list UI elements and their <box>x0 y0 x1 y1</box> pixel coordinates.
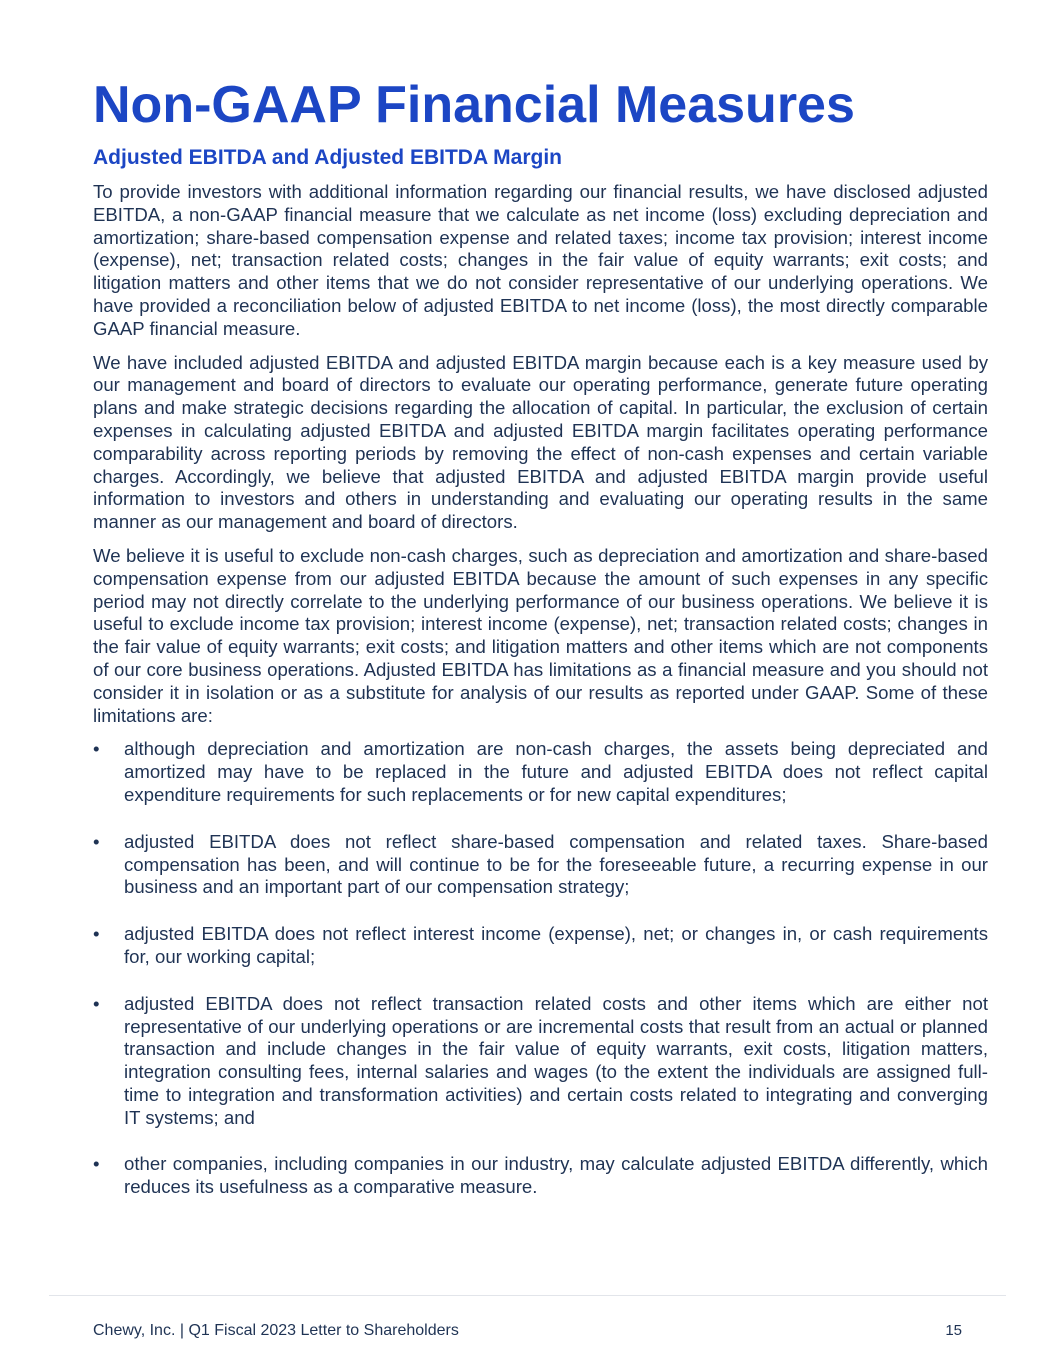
list-item-text: other companies, including companies in our industry, may calculate adjusted EBITDA differently, which reduces its usefulness as a comparative measure. <box>124 1153 988 1198</box>
limitations-list <box>93 738 988 1199</box>
list-item <box>93 738 988 806</box>
list-item-text: although depreciation and amortization are non-cash charges, the assets being depreciated and amortized may have to be replaced in the future and adjusted EBITDA does not reflect capital expenditure requirements for such replacements or for new capital expenditures; <box>124 738 988 805</box>
list-item <box>93 1153 988 1199</box>
paragraph-2: We have included adjusted EBITDA and adjusted EBITDA margin because each is a key measure used by our management and board of directors to evaluate our operating performance, generate future operating plans and make strategic decisions regarding the allocation of capital. In particular, the exclusion of certain expenses in calculating adjusted EBITDA and adjusted EBITDA margin facilitates operating performance comparability across reporting periods by removing the effect of non-cash expenses and certain variable charges. Accordingly, we believe that adjusted EBITDA and adjusted EBITDA margin provide useful information to investors and others in understanding and evaluating our operating results in the same manner as our management and board of directors. <box>93 351 988 533</box>
list-item-text: adjusted EBITDA does not reflect interest income (expense), net; or changes in, or cash requirements for, our working capital; <box>124 923 988 967</box>
list-item <box>93 831 988 899</box>
footer-divider <box>49 1295 1006 1296</box>
bullet-icon: • <box>93 1153 100 1175</box>
bullet-icon: • <box>93 992 100 1014</box>
paragraph-3: We believe it is useful to exclude non-cash charges, such as depreciation and amortization and share-based compensation expense from our adjusted EBITDA because the amount of such expenses in any specific period may not directly correlate to the underlying performance of our business operations. We believe it is useful to exclude income tax provision; interest income (expense), net; transaction related costs; changes in the fair value of equity warrants; exit costs; and litigation matters and other items which are not components of our core business operations. Adjusted EBITDA has limitations as a financial measure and you should not consider it in isolation or as a substitute for analysis of our results as reported under GAAP. Some of these limitations are: <box>93 544 988 726</box>
list-item-text: adjusted EBITDA does not reflect transaction related costs and other items which are either not representative of our underlying operations or are incremental costs that result from an actual or planned transaction and include changes in the fair value of equity warrants, exit costs, litigation matters, integration consulting fees, internal salaries and wages (to the extent the individuals are assigned full-time to integration and transformation activities) and certain costs related to integrating and converging IT systems; and <box>124 992 988 1128</box>
body-content <box>93 181 988 1223</box>
footer-document-title: Chewy, Inc. | Q1 Fiscal 2023 Letter to Shareholders <box>93 1322 459 1339</box>
paragraph-1: To provide investors with additional information regarding our financial results, we have disclosed adjusted EBITDA, a non-GAAP financial measure that we calculate as net income (loss) excluding depreciation and amortization; share-based compensation expense and related taxes; income tax provision; interest income (expense), net; transaction related costs; changes in the fair value of equity warrants; exit costs; and litigation matters and other items that we do not consider representative of our underlying operations. We have provided a reconciliation below of adjusted EBITDA to net income (loss), the most directly comparable GAAP financial measure. <box>93 181 988 339</box>
page-title: Non-GAAP Financial Measures <box>93 76 855 134</box>
bullet-icon: • <box>93 830 100 852</box>
list-item-text: adjusted EBITDA does not reflect share-based compensation and related taxes. Share-based compensation has been, and will continue to be for the foreseeable future, a recurring expense in our business and an important part of our compensation strategy; <box>124 830 988 898</box>
bullet-icon: • <box>93 923 100 945</box>
list-item <box>93 923 988 969</box>
page-number: 15 <box>945 1322 962 1339</box>
bullet-icon: • <box>93 738 100 760</box>
section-subtitle: Adjusted EBITDA and Adjusted EBITDA Margin <box>93 146 563 169</box>
list-item <box>93 993 988 1130</box>
